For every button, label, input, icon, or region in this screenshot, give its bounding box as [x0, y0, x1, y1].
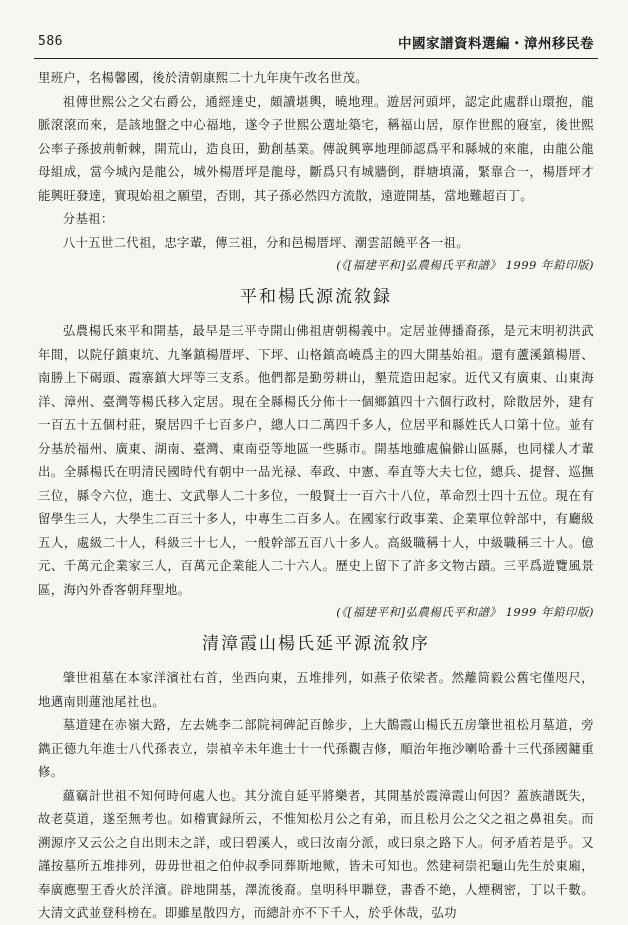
page-number: 586	[38, 34, 63, 49]
section-title: 清漳霞山楊氏延平源流敘序	[202, 633, 430, 654]
paragraph: 肇世祖墓在本家洋濱社右首，坐西向東，五堆排列，如燕子依梁者。然離简毅公舊宅僅咫尺，地邁南則蓮池尾社也。	[38, 670, 594, 709]
paragraph: 弘農楊氏來平和開基，最早是三平寺開山佛祖唐朝楊義中。定居並傳播裔孫，是元末明初洪武年間，以院仔鎮東坑、九峯鎮楊厝坪、下坪、山格鎮高嶢爲主的四大開基始祖。還有蘆溪鎮楊厝、南勝上下碣頭、霞寨鎮大坪等三支系。他們都是勤勞耕山，墾荒造田起家。近代又有廣東、山東海洋、漳州、臺灣等楊氏移入定居。現在全縣楊氏分佈十一個鄉鎮四十六個行政村，除散居外，建有一百五十五個村莊，聚居四千七百多户，總人口二萬四千多人，位居平和縣姓氏人口第十位。並有分基於福州、廣東、湖南、臺灣、東南亞等地區一些縣市。開基地雖處偏僻山區縣，也同樣人才輩出。全縣楊氏在明清民國時代有朝中一品光禄、奉政、中憲、奉直等大夫七位，總兵、提督、巡撫三位，縣令六位，進士、文武舉人二十多位，一般賢士一百六十八位，革命烈士四十五位。現在有留學生三人，大學生二百三十多人，中專生二百多人。在國家行政事業、企業單位幹部中，有廳級五人，處級二十人，科級三十七人，一般幹部五百八十多人。高級職稱十人，中級職稱三十人。億元、千萬元企業家三人，百萬元企業能人二十六人。歷史上留下了許多文物古蹟。三平爲遊覽風景區，海內外香客朝拜聖地。	[38, 323, 594, 597]
paragraph: 祖傳世熙公之父右爵公，通經達史，頗讀堪輿，曉地理。遊居河頭坪，認定此處群山環抱，龍脈滾滾而來，是該地盤之中心福地，遂令子世熙公選址築宅，稱福山居，原作世熙的寢室，後世熙公率子孫披荊斬棘，開荒山，造良田，勤創基業。傳說興寧地理師認爲平和縣城的來龍，由龍公龍母組成，當今城內是龍公，城外楊厝坪是龍母，斷爲只有城牆倒，群塘填滿，緊靠合一，楊厝坪才能興旺發達，實現始祖之願望，否則，其子孫必然四方流散，遠遊開基，當地難超百丁。	[38, 93, 594, 203]
header-rule	[34, 58, 598, 59]
paragraph: 里班户，名楊馨國，後於清朝康熙二十九年庚午改名世茂。	[38, 70, 368, 85]
paragraph: 蘊竊計世祖不知何時何處人也。其分流自延平將樂者，其開基於霞漳霞山何因？蓋族譜既失，故老莫道，遂至無考也。如稽實録所云，不惟知松月公之有弟，而且松月公之父之祖之鼻祖矣。而溯源序又云公之自出則未之詳，或曰碧溪人，或曰汝南分派，或曰泉之路下人。何矛盾若是乎。又謹按墓所五堆排列，毋毋世祖之伯仲叔季同葬斯地歟，皆未可知也。然建祠崇祀龜山先生於東廂，奉廣應聖王香火於洋濱。辟地開基，澤流後裔。皇明科甲聯登，書香不絶，人煙稠密，丁以千數。大清文武並登科榜在。即雖星散四方，而總計亦不下千人，於乎休哉，弘功	[38, 787, 594, 920]
paragraph: 分基祖：	[62, 211, 114, 226]
paragraph: 八十五世二代祖，忠字輩，傳三祖，分和邑楊厝坪、潮雲詔饒平各一祖。	[62, 234, 469, 250]
section-title: 平和楊氏源流敘録	[240, 286, 392, 307]
page-body	[38, 66, 594, 925]
source-citation: (《[福建平和]弘農楊氏平和譜》 1999 年鉛印版)	[336, 258, 594, 272]
page-header	[38, 30, 594, 52]
paragraph: 墓道建在赤嶺大路，左去姚李二部院祠碑記百餘步，上大鵲霞山楊氏五房肇世祖松月墓道，旁鐫正德九年進士八代孫表立，崇禎辛未年進士十一代孫觀吉修，順治年拖沙喇哈番十三代孫國鏞重修。	[38, 717, 594, 779]
book-title: 中國家譜資料選編・漳州移民卷	[398, 36, 594, 52]
source-citation: (《[福建平和]弘農楊氏平和譜》 1999 年鉛印版)	[336, 605, 594, 619]
